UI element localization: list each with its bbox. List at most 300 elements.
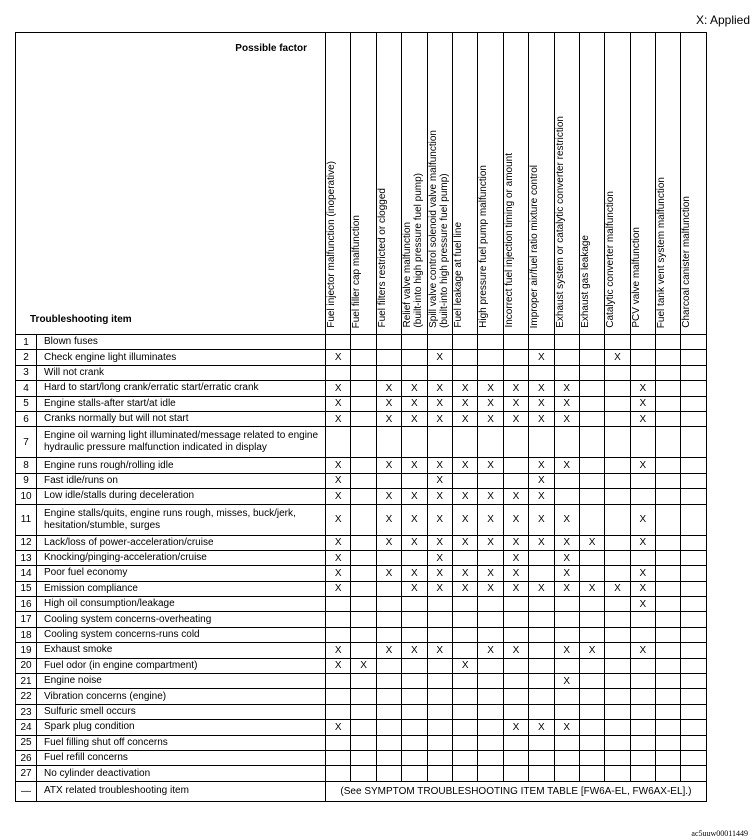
factor-header	[681, 33, 706, 335]
factor-cell: X	[554, 550, 579, 565]
factor-cell: X	[529, 350, 554, 365]
factor-cell	[478, 612, 503, 627]
factor-cell	[402, 350, 427, 365]
factor-cell	[351, 689, 376, 704]
factor-cell	[579, 411, 604, 426]
factor-cell	[351, 750, 376, 765]
factor-cell	[503, 750, 528, 765]
factor-cell	[681, 411, 706, 426]
factor-cell	[478, 350, 503, 365]
factor-cell: X	[376, 535, 401, 550]
factor-cell: X	[326, 581, 351, 596]
factor-cell	[326, 627, 351, 642]
row-number: 25	[16, 735, 37, 750]
factor-header	[402, 33, 427, 335]
table-row	[16, 612, 707, 627]
factor-cell	[326, 674, 351, 689]
factor-cell: X	[427, 489, 452, 504]
factor-cell: X	[554, 458, 579, 473]
factor-cell: X	[376, 566, 401, 581]
table-row	[16, 581, 707, 596]
table-row	[16, 381, 707, 396]
factor-cell	[605, 766, 630, 781]
factor-cell	[605, 504, 630, 535]
factor-cell: X	[478, 504, 503, 535]
table-row	[16, 750, 707, 765]
factor-label: Improper air/fuel ratio mixture control	[529, 164, 541, 328]
factor-cell: X	[630, 581, 655, 596]
factor-cell	[529, 550, 554, 565]
factor-cell	[656, 766, 681, 781]
factor-cell	[605, 627, 630, 642]
factor-header	[427, 33, 452, 335]
factor-cell: X	[452, 581, 477, 596]
factor-cell	[605, 458, 630, 473]
troubleshooting-item-label: Troubleshooting item	[30, 314, 132, 325]
row-item: Fuel filling shut off concerns	[37, 735, 326, 750]
row-item: Engine noise	[37, 674, 326, 689]
factor-cell	[630, 550, 655, 565]
factor-cell: X	[427, 458, 452, 473]
factor-cell	[656, 489, 681, 504]
factor-cell	[579, 365, 604, 380]
factor-cell	[681, 427, 706, 458]
factor-cell: X	[529, 489, 554, 504]
factor-cell	[681, 720, 706, 735]
factor-cell	[656, 643, 681, 658]
factor-cell	[427, 750, 452, 765]
factor-cell	[605, 473, 630, 488]
factor-cell: X	[579, 581, 604, 596]
factor-cell	[579, 473, 604, 488]
row-number: 10	[16, 489, 37, 504]
factor-cell	[681, 750, 706, 765]
factor-cell: X	[503, 720, 528, 735]
factor-cell: X	[554, 674, 579, 689]
factor-cell	[656, 581, 681, 596]
table-row	[16, 335, 707, 350]
factor-cell	[326, 365, 351, 380]
factor-label: High pressure fuel pump malfunction	[478, 165, 490, 328]
factor-cell	[605, 704, 630, 719]
factor-cell: X	[554, 381, 579, 396]
factor-cell	[554, 335, 579, 350]
factor-cell	[503, 473, 528, 488]
factor-cell	[579, 381, 604, 396]
row-item: Poor fuel economy	[37, 566, 326, 581]
factor-cell	[376, 627, 401, 642]
factor-cell	[681, 689, 706, 704]
row-number: 20	[16, 658, 37, 673]
factor-cell	[630, 335, 655, 350]
factor-cell	[376, 689, 401, 704]
factor-cell	[478, 365, 503, 380]
row-number: 15	[16, 581, 37, 596]
factor-cell: X	[326, 566, 351, 581]
row-item: Check engine light illuminates	[37, 350, 326, 365]
factor-cell	[351, 427, 376, 458]
row-number: 13	[16, 550, 37, 565]
row-item: Vibration concerns (engine)	[37, 689, 326, 704]
row-number: 12	[16, 535, 37, 550]
factor-cell	[656, 411, 681, 426]
factor-cell	[605, 396, 630, 411]
factor-cell	[351, 458, 376, 473]
factor-cell: X	[402, 458, 427, 473]
factor-cell	[656, 735, 681, 750]
factor-cell	[427, 720, 452, 735]
factor-cell	[579, 427, 604, 458]
row-item: No cylinder deactivation	[37, 766, 326, 781]
factor-cell	[478, 735, 503, 750]
factor-cell: X	[478, 396, 503, 411]
factor-cell: X	[554, 396, 579, 411]
factor-cell: X	[326, 658, 351, 673]
table-row	[16, 597, 707, 612]
factor-cell: X	[503, 504, 528, 535]
row-item: Cranks normally but will not start	[37, 411, 326, 426]
factor-cell: X	[529, 581, 554, 596]
factor-cell: X	[326, 504, 351, 535]
factor-cell	[452, 674, 477, 689]
row-number: 1	[16, 335, 37, 350]
table-row	[16, 427, 707, 458]
factor-cell	[656, 750, 681, 765]
factor-cell	[478, 427, 503, 458]
factor-cell	[452, 473, 477, 488]
factor-label: Fuel filters restricted or clogged	[376, 188, 388, 328]
table-row	[16, 535, 707, 550]
factor-cell	[656, 535, 681, 550]
factor-cell	[478, 766, 503, 781]
factor-cell: X	[452, 489, 477, 504]
factor-cell	[605, 643, 630, 658]
factor-cell	[681, 381, 706, 396]
row-number: 11	[16, 504, 37, 535]
factor-cell	[554, 489, 579, 504]
factor-cell	[503, 458, 528, 473]
factor-cell: X	[452, 411, 477, 426]
table-row	[16, 704, 707, 719]
table-row	[16, 766, 707, 781]
row-item: Will not crank	[37, 365, 326, 380]
factor-cell: X	[452, 458, 477, 473]
atx-row-number: —	[16, 781, 37, 801]
table-row	[16, 365, 707, 380]
factor-cell	[351, 720, 376, 735]
factor-cell: X	[529, 396, 554, 411]
factor-cell	[605, 550, 630, 565]
factor-cell: X	[503, 396, 528, 411]
factor-cell	[427, 674, 452, 689]
factor-cell	[554, 658, 579, 673]
factor-cell	[681, 535, 706, 550]
factor-cell	[351, 735, 376, 750]
factor-cell: X	[630, 396, 655, 411]
table-row	[16, 627, 707, 642]
factor-cell	[503, 674, 528, 689]
factor-cell	[681, 674, 706, 689]
factor-cell: X	[554, 504, 579, 535]
factor-cell	[478, 550, 503, 565]
row-number: 9	[16, 473, 37, 488]
factor-cell	[656, 381, 681, 396]
factor-cell: X	[478, 535, 503, 550]
factor-cell	[656, 597, 681, 612]
factor-cell	[579, 627, 604, 642]
factor-label: Fuel leakage at fuel line	[452, 222, 464, 328]
factor-cell	[579, 612, 604, 627]
legend: X: Applied	[695, 13, 750, 27]
factor-cell	[478, 720, 503, 735]
factor-cell	[579, 550, 604, 565]
table-row	[16, 658, 707, 673]
factor-cell	[681, 473, 706, 488]
factor-cell	[402, 674, 427, 689]
factor-cell	[376, 365, 401, 380]
factor-cell: X	[529, 411, 554, 426]
factor-cell	[376, 581, 401, 596]
table-row	[16, 735, 707, 750]
factor-cell	[427, 658, 452, 673]
factor-cell: X	[427, 473, 452, 488]
factor-cell	[605, 381, 630, 396]
row-item: Blown fuses	[37, 335, 326, 350]
factor-cell	[579, 350, 604, 365]
factor-cell	[351, 704, 376, 719]
factor-cell	[630, 689, 655, 704]
factor-cell	[478, 689, 503, 704]
row-item: Spark plug condition	[37, 720, 326, 735]
factor-cell	[503, 335, 528, 350]
atx-reference-note: (See SYMPTOM TROUBLESHOOTING ITEM TABLE [FW6A-EL, FW6AX-EL].)	[326, 781, 707, 801]
factor-label: Fuel filler cap malfunction	[351, 214, 363, 328]
factor-label: Spill valve control solenoid valve malfunction (built-into high pressure fuel pump)	[427, 130, 450, 328]
factor-cell: X	[427, 381, 452, 396]
factor-cell	[656, 674, 681, 689]
factor-cell: X	[503, 535, 528, 550]
factor-cell: X	[427, 504, 452, 535]
table-row	[16, 550, 707, 565]
factor-cell	[529, 627, 554, 642]
factor-cell	[579, 735, 604, 750]
factor-cell	[579, 658, 604, 673]
row-number: 18	[16, 627, 37, 642]
factor-label: Incorrect fuel injection timing or amount	[503, 153, 515, 328]
factor-cell	[579, 766, 604, 781]
factor-cell: X	[478, 581, 503, 596]
row-number: 6	[16, 411, 37, 426]
factor-cell	[503, 627, 528, 642]
factor-cell: X	[554, 581, 579, 596]
factor-cell	[427, 427, 452, 458]
factor-cell: X	[402, 566, 427, 581]
factor-header	[478, 33, 503, 335]
factor-cell	[579, 597, 604, 612]
factor-cell: X	[326, 396, 351, 411]
factor-cell	[427, 766, 452, 781]
factor-cell	[554, 704, 579, 719]
factor-cell	[630, 735, 655, 750]
factor-cell	[630, 473, 655, 488]
factor-cell: X	[452, 535, 477, 550]
factor-header	[554, 33, 579, 335]
factor-header	[630, 33, 655, 335]
row-item: Fast idle/runs on	[37, 473, 326, 488]
factor-cell	[579, 674, 604, 689]
factor-cell	[681, 550, 706, 565]
factor-cell	[351, 674, 376, 689]
factor-cell	[402, 766, 427, 781]
factor-cell	[376, 658, 401, 673]
factor-cell: X	[529, 458, 554, 473]
factor-cell: X	[402, 504, 427, 535]
factor-cell	[376, 550, 401, 565]
row-number: 19	[16, 643, 37, 658]
factor-cell	[554, 473, 579, 488]
factor-cell	[452, 720, 477, 735]
factor-cell: X	[630, 535, 655, 550]
factor-cell	[579, 704, 604, 719]
factor-cell: X	[427, 535, 452, 550]
factor-cell	[630, 365, 655, 380]
factor-cell	[681, 566, 706, 581]
factor-cell	[529, 335, 554, 350]
factor-cell	[529, 427, 554, 458]
row-item: Sulfuric smell occurs	[37, 704, 326, 719]
factor-cell	[579, 458, 604, 473]
factor-cell: X	[376, 643, 401, 658]
factor-cell	[529, 643, 554, 658]
factor-cell	[656, 566, 681, 581]
factor-cell: X	[554, 643, 579, 658]
troubleshooting-table	[15, 32, 707, 802]
factor-cell	[376, 704, 401, 719]
factor-cell: X	[376, 504, 401, 535]
factor-cell	[402, 473, 427, 488]
factor-cell	[554, 597, 579, 612]
factor-cell	[605, 566, 630, 581]
factor-cell: X	[529, 473, 554, 488]
row-item: Engine oil warning light illuminated/message related to engine hydraulic pressure malfunction indicated in display	[37, 427, 326, 458]
factor-cell	[452, 643, 477, 658]
figure-id: ac5uuw00011449	[691, 829, 748, 838]
factor-cell	[427, 597, 452, 612]
factor-header	[656, 33, 681, 335]
factor-cell	[503, 597, 528, 612]
table-body	[16, 335, 707, 802]
factor-cell: X	[529, 504, 554, 535]
factor-cell: X	[503, 643, 528, 658]
factor-cell	[503, 365, 528, 380]
factor-cell	[681, 704, 706, 719]
factor-label: Fuel tank vent system malfunction	[656, 176, 668, 328]
factor-cell	[351, 581, 376, 596]
factor-cell	[630, 427, 655, 458]
factor-cell	[656, 704, 681, 719]
factor-cell	[376, 597, 401, 612]
factor-cell	[452, 350, 477, 365]
factor-cell	[351, 335, 376, 350]
table-row	[16, 643, 707, 658]
factor-cell	[503, 658, 528, 673]
row-item: Exhaust smoke	[37, 643, 326, 658]
factor-cell	[656, 427, 681, 458]
factor-cell	[478, 473, 503, 488]
factor-cell	[427, 612, 452, 627]
factor-cell	[605, 689, 630, 704]
factor-cell	[351, 473, 376, 488]
factor-cell	[351, 566, 376, 581]
factor-cell: X	[326, 458, 351, 473]
factor-cell: X	[326, 720, 351, 735]
factor-cell	[478, 627, 503, 642]
factor-cell: X	[376, 396, 401, 411]
factor-cell	[351, 350, 376, 365]
factor-cell: X	[326, 381, 351, 396]
factor-cell: X	[554, 411, 579, 426]
factor-cell: X	[402, 535, 427, 550]
factor-cell	[656, 504, 681, 535]
factor-cell: X	[427, 550, 452, 565]
factor-cell	[402, 689, 427, 704]
row-number: 16	[16, 597, 37, 612]
atx-row-item: ATX related troubleshooting item	[37, 781, 326, 801]
factor-cell: X	[402, 581, 427, 596]
factor-cell	[605, 365, 630, 380]
row-number: 24	[16, 720, 37, 735]
factor-cell	[452, 550, 477, 565]
factor-cell	[529, 766, 554, 781]
factor-cell	[402, 704, 427, 719]
factor-cell	[427, 627, 452, 642]
factor-cell	[452, 365, 477, 380]
factor-cell: X	[630, 411, 655, 426]
table-row	[16, 473, 707, 488]
factor-cell	[376, 612, 401, 627]
factor-cell	[656, 720, 681, 735]
factor-cell: X	[402, 381, 427, 396]
factor-cell: X	[579, 535, 604, 550]
factor-label: Exhaust gas leakage	[579, 235, 591, 328]
factor-cell	[503, 689, 528, 704]
atx-row	[16, 781, 707, 801]
header-corner	[16, 33, 326, 335]
table-row	[16, 411, 707, 426]
factor-cell	[656, 473, 681, 488]
factor-cell	[681, 658, 706, 673]
factor-cell	[478, 674, 503, 689]
factor-cell	[630, 766, 655, 781]
factor-cell	[402, 627, 427, 642]
factor-header	[326, 33, 351, 335]
factor-cell	[326, 612, 351, 627]
factor-cell: X	[427, 581, 452, 596]
table-row	[16, 504, 707, 535]
factor-cell	[681, 597, 706, 612]
factor-cell	[402, 720, 427, 735]
factor-cell: X	[503, 381, 528, 396]
factor-cell	[681, 643, 706, 658]
factor-cell: X	[478, 381, 503, 396]
factor-label: Charcoal canister malfunction	[681, 196, 693, 328]
factor-cell	[579, 689, 604, 704]
factor-cell: X	[554, 535, 579, 550]
factor-cell	[452, 612, 477, 627]
row-number: 14	[16, 566, 37, 581]
factor-cell	[529, 597, 554, 612]
factor-cell	[402, 658, 427, 673]
